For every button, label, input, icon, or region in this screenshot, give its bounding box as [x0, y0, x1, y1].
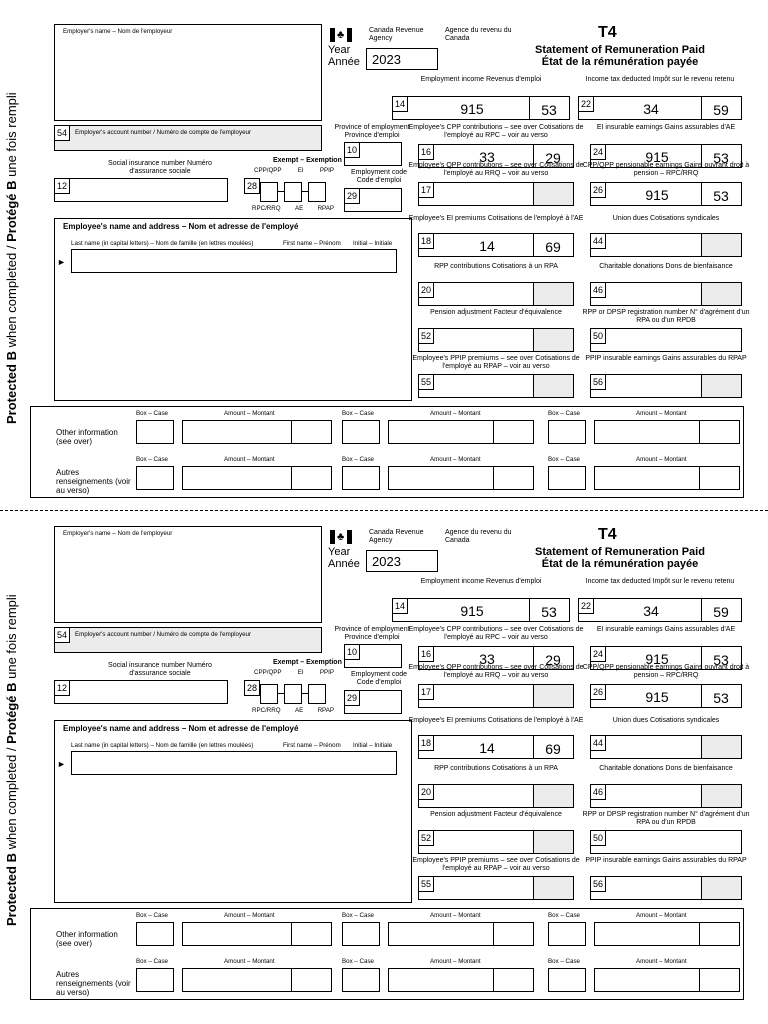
- title-fr: État de la rémunération payée: [541, 56, 699, 68]
- amount-label: Amount – Montant: [636, 410, 687, 417]
- year-value: 2023: [372, 52, 401, 67]
- box-number-18: 18: [418, 735, 434, 751]
- exempt-cols: CPP/QPP EI PPIP: [254, 669, 334, 676]
- box-number-50: 50: [590, 830, 606, 846]
- box-number-16: 16: [418, 144, 434, 160]
- box-number-22: 22: [578, 598, 594, 614]
- exempt-label: Exempt – Exemption: [273, 659, 342, 666]
- agency-fr: Agence du revenu du Canada: [445, 529, 512, 544]
- other-box-code-field[interactable]: [342, 968, 380, 992]
- other-amount-field[interactable]: [594, 466, 740, 490]
- box-52-label: Pension adjustment Facteur d'équivalence: [430, 309, 562, 316]
- box-16-cents: 29: [545, 150, 561, 166]
- box-number-20: 20: [418, 282, 434, 298]
- other-info-label-en: Other information (see over): [56, 428, 118, 446]
- year-label: Year Année: [328, 546, 360, 570]
- other-box-code-field[interactable]: [136, 922, 174, 946]
- box-number-56: 56: [590, 876, 606, 892]
- box-26-label: CPP/QPP pensionable earnings Gains ouvrant droit à pension – RPC/RRQ: [582, 664, 750, 679]
- amount-label: Amount – Montant: [430, 912, 481, 919]
- box-number-52: 52: [418, 830, 434, 846]
- box-case-label: Box – Case: [136, 912, 168, 919]
- form-code: T4: [598, 526, 617, 543]
- box-number-56: 56: [590, 374, 606, 390]
- box-14-field[interactable]: [392, 598, 570, 622]
- province-field[interactable]: [344, 142, 402, 166]
- box-17-cents-cell: [533, 183, 573, 205]
- box-16-cents: 29: [545, 652, 561, 668]
- other-box-code-field[interactable]: [342, 466, 380, 490]
- box-case-label: Box – Case: [342, 410, 374, 417]
- box-number-54: 54: [54, 627, 70, 643]
- other-box-code-field[interactable]: [136, 466, 174, 490]
- amount-label: Amount – Montant: [224, 410, 275, 417]
- box-16-label: Employee's CPP contributions – see over Cotisations de l'employé au RPC – voir au verso: [408, 626, 584, 641]
- box-number-46: 46: [590, 784, 606, 800]
- box-case-label: Box – Case: [342, 958, 374, 965]
- box-number-10: 10: [344, 644, 360, 660]
- other-amount-field[interactable]: [182, 420, 332, 444]
- amount-label: Amount – Montant: [224, 912, 275, 919]
- box-52-cents-cell: [533, 329, 573, 351]
- arrow-icon: ►: [57, 759, 66, 769]
- agency-fr: Agence du revenu du Canada: [445, 27, 512, 42]
- province-field[interactable]: [344, 644, 402, 668]
- sin-field[interactable]: [54, 178, 228, 202]
- box-number-50: 50: [590, 328, 606, 344]
- box-20-field[interactable]: [418, 784, 574, 808]
- last-name-label: Last name (in capital letters) – Nom de famille (en lettres moulées): [71, 742, 254, 749]
- box-number-17: 17: [418, 182, 434, 198]
- box-46-field[interactable]: [590, 282, 742, 306]
- employee-address-box[interactable]: [54, 218, 412, 401]
- box-18-cents: 69: [545, 741, 561, 757]
- box-14-label: Employment income Revenus d'emploi: [420, 76, 542, 83]
- year-field[interactable]: [366, 48, 438, 70]
- box-22-dollars: 34: [643, 101, 659, 117]
- sin-field[interactable]: [54, 680, 228, 704]
- exempt-ei-checkbox[interactable]: [284, 684, 302, 704]
- box-20-cents-cell: [533, 283, 573, 305]
- employer-name-box[interactable]: [54, 526, 322, 623]
- box-number-12: 12: [54, 680, 70, 696]
- box-24-dollars: 915: [645, 149, 669, 165]
- exempt-bottom: RPC/RRQ AE RPAP: [252, 707, 334, 714]
- box-56-label: PPIP insurable earnings Gains assurables du RPAP: [585, 355, 747, 362]
- box-17-cents-cell: [533, 685, 573, 707]
- box-number-44: 44: [590, 233, 606, 249]
- box-24-cents: 53: [713, 150, 729, 166]
- box-14-dollars: 915: [460, 603, 484, 619]
- amount-label: Amount – Montant: [636, 912, 687, 919]
- exempt-ei-checkbox[interactable]: [284, 182, 302, 202]
- box-55-label: Employee's PPIP premiums – see over Cotisations de l'employé au RPAP – voir au verso: [412, 355, 580, 370]
- year-label: Year Année: [328, 44, 360, 68]
- box-number-44: 44: [590, 735, 606, 751]
- employee-name-field[interactable]: [71, 249, 397, 273]
- other-amount-field[interactable]: [388, 420, 534, 444]
- employer-account-label: Employer's account number / Numéro de compte de l'employeur: [75, 631, 252, 638]
- cut-line: [0, 510, 768, 511]
- box-number-20: 20: [418, 784, 434, 800]
- emp-code-field[interactable]: [344, 690, 402, 714]
- other-box-code-field[interactable]: [548, 968, 586, 992]
- title-fr: État de la rémunération payée: [541, 558, 699, 570]
- box-20-field[interactable]: [418, 282, 574, 306]
- box-16-dollars: 33: [479, 651, 495, 667]
- other-info-label-fr: Autres renseignements (voir au verso): [56, 468, 131, 495]
- other-box-code-field[interactable]: [136, 420, 174, 444]
- employer-account-box[interactable]: [54, 125, 322, 151]
- box-26-field[interactable]: [590, 182, 742, 206]
- other-amount-field[interactable]: [594, 968, 740, 992]
- other-amount-field[interactable]: [594, 420, 740, 444]
- amount-label: Amount – Montant: [224, 958, 275, 965]
- box-number-54: 54: [54, 125, 70, 141]
- box-number-12: 12: [54, 178, 70, 194]
- exempt-cols: CPP/QPP EI PPIP: [254, 167, 334, 174]
- box-number-24: 24: [590, 144, 606, 160]
- canada-flag-icon: ♣: [330, 28, 352, 42]
- exempt-cpp-checkbox[interactable]: [260, 182, 278, 202]
- other-amount-field[interactable]: [388, 466, 534, 490]
- other-box-code-field[interactable]: [548, 922, 586, 946]
- box-number-28: 28: [244, 680, 260, 696]
- box-17-field[interactable]: [418, 182, 574, 206]
- protected-b-side-label: Protected B when completed / Protégé B une fois rempli: [4, 594, 19, 926]
- box-14-label: Employment income Revenus d'emploi: [420, 578, 542, 585]
- box-case-label: Box – Case: [548, 912, 580, 919]
- amount-label: Amount – Montant: [224, 456, 275, 463]
- box-number-28: 28: [244, 178, 260, 194]
- box-46-field[interactable]: [590, 784, 742, 808]
- other-amount-field[interactable]: [388, 968, 534, 992]
- box-case-label: Box – Case: [342, 912, 374, 919]
- box-50-label: RPP or DPSP registration number N° d'agrément d'un RPA ou d'un RPDB: [582, 309, 750, 324]
- box-14-field[interactable]: [392, 96, 570, 120]
- box-16-dollars: 33: [479, 149, 495, 165]
- box-case-label: Box – Case: [136, 410, 168, 417]
- canada-flag-icon: ♣: [330, 530, 352, 544]
- other-amount-field[interactable]: [182, 466, 332, 490]
- box-number-18: 18: [418, 233, 434, 249]
- other-amount-field[interactable]: [388, 922, 534, 946]
- box-number-52: 52: [418, 328, 434, 344]
- other-box-code-field[interactable]: [136, 968, 174, 992]
- box-case-label: Box – Case: [136, 456, 168, 463]
- box-56-cents-cell: [701, 877, 741, 899]
- box-50-label: RPP or DPSP registration number N° d'agrément d'un RPA ou d'un RPDB: [582, 811, 750, 826]
- sin-label: Social insurance number Numéro d'assurance sociale: [108, 662, 212, 677]
- amount-label: Amount – Montant: [430, 410, 481, 417]
- box-number-26: 26: [590, 182, 606, 198]
- box-20-cents-cell: [533, 785, 573, 807]
- other-info-label-en: Other information (see over): [56, 930, 118, 948]
- province-label: Province of employment Province d'emploi: [334, 124, 410, 139]
- box-number-22: 22: [578, 96, 594, 112]
- other-info-label-fr: Autres renseignements (voir au verso): [56, 970, 131, 997]
- amount-label: Amount – Montant: [636, 958, 687, 965]
- amount-label: Amount – Montant: [636, 456, 687, 463]
- box-14-cents: 53: [541, 102, 557, 118]
- box-56-field[interactable]: [590, 374, 742, 398]
- initial-label: Initial – Initiale: [353, 742, 393, 749]
- amount-label: Amount – Montant: [430, 958, 481, 965]
- box-46-cents-cell: [701, 785, 741, 807]
- box-number-55: 55: [418, 374, 434, 390]
- box-50-field[interactable]: [590, 830, 742, 854]
- box-46-label: Charitable donations Dons de bienfaisance: [599, 263, 733, 270]
- box-number-17: 17: [418, 684, 434, 700]
- initial-label: Initial – Initiale: [353, 240, 393, 247]
- box-26-field[interactable]: [590, 684, 742, 708]
- other-box-code-field[interactable]: [342, 922, 380, 946]
- box-case-label: Box – Case: [548, 410, 580, 417]
- box-22-label: Income tax deducted Impôt sur le revenu retenu: [585, 578, 735, 585]
- box-case-label: Box – Case: [548, 456, 580, 463]
- box-22-dollars: 34: [643, 603, 659, 619]
- box-number-46: 46: [590, 282, 606, 298]
- first-name-label: First name – Prénom: [283, 742, 341, 749]
- box-56-field[interactable]: [590, 876, 742, 900]
- box-17-field[interactable]: [418, 684, 574, 708]
- box-55-field[interactable]: [418, 374, 574, 398]
- employee-name-field[interactable]: [71, 751, 397, 775]
- box-number-24: 24: [590, 646, 606, 662]
- first-name-label: First name – Prénom: [283, 240, 341, 247]
- box-18-dollars: 14: [479, 740, 495, 756]
- box-18-cents: 69: [545, 239, 561, 255]
- slip-2: [0, 516, 768, 1016]
- exempt-cpp-checkbox[interactable]: [260, 684, 278, 704]
- box-44-label: Union dues Cotisations syndicales: [612, 717, 720, 724]
- box-44-cents-cell: [701, 736, 741, 758]
- box-52-cents-cell: [533, 831, 573, 853]
- employer-account-box[interactable]: [54, 627, 322, 653]
- box-26-cents: 53: [713, 188, 729, 204]
- employee-label: Employee's name and address – Nom et adresse de l'employé: [63, 724, 299, 733]
- box-52-field[interactable]: [418, 830, 574, 854]
- box-17-label: Employee's QPP contributions – see over Cotisations de l'employé au RRQ – voir au verso: [408, 664, 584, 679]
- exempt-bottom: RPC/RRQ AE RPAP: [252, 205, 334, 212]
- box-18-dollars: 14: [479, 238, 495, 254]
- box-case-label: Box – Case: [136, 958, 168, 965]
- box-55-field[interactable]: [418, 876, 574, 900]
- box-44-field[interactable]: [590, 233, 742, 257]
- agency-en: Canada Revenue Agency: [369, 27, 424, 42]
- box-56-cents-cell: [701, 375, 741, 397]
- province-label: Province of employment Province d'emploi: [334, 626, 410, 641]
- box-55-cents-cell: [533, 375, 573, 397]
- other-amount-field[interactable]: [182, 922, 332, 946]
- box-26-dollars: 915: [645, 187, 669, 203]
- other-amount-field[interactable]: [594, 922, 740, 946]
- box-56-label: PPIP insurable earnings Gains assurables du RPAP: [585, 857, 747, 864]
- box-46-label: Charitable donations Dons de bienfaisance: [599, 765, 733, 772]
- box-number-26: 26: [590, 684, 606, 700]
- box-case-label: Box – Case: [342, 456, 374, 463]
- box-number-14: 14: [392, 598, 408, 614]
- slip-1: [0, 14, 768, 514]
- emp-code-label: Employment code Code d'emploi: [350, 169, 408, 184]
- year-field[interactable]: [366, 550, 438, 572]
- box-26-cents: 53: [713, 690, 729, 706]
- box-24-cents: 53: [713, 652, 729, 668]
- box-16-label: Employee's CPP contributions – see over Cotisations de l'employé au RPC – voir au verso: [408, 124, 584, 139]
- amount-label: Amount – Montant: [430, 456, 481, 463]
- box-number-29: 29: [344, 690, 360, 706]
- box-number-10: 10: [344, 142, 360, 158]
- year-value: 2023: [372, 554, 401, 569]
- box-55-label: Employee's PPIP premiums – see over Cotisations de l'employé au RPAP – voir au verso: [412, 857, 580, 872]
- box-17-label: Employee's QPP contributions – see over Cotisations de l'employé au RRQ – voir au verso: [408, 162, 584, 177]
- box-50-cents-cell: [701, 329, 741, 351]
- arrow-icon: ►: [57, 257, 66, 267]
- employee-label: Employee's name and address – Nom et adresse de l'employé: [63, 222, 299, 231]
- exempt-label: Exempt – Exemption: [273, 157, 342, 164]
- form-code: T4: [598, 24, 617, 41]
- box-44-cents-cell: [701, 234, 741, 256]
- employer-name-box[interactable]: [54, 24, 322, 121]
- box-50-cents-cell: [701, 831, 741, 853]
- box-18-label: Employee's EI premiums Cotisations de l'employé à l'AE: [408, 215, 584, 222]
- box-18-field[interactable]: [418, 735, 574, 759]
- box-number-14: 14: [392, 96, 408, 112]
- box-44-label: Union dues Cotisations syndicales: [612, 215, 720, 222]
- box-14-cents: 53: [541, 604, 557, 620]
- box-26-label: CPP/QPP pensionable earnings Gains ouvrant droit à pension – RPC/RRQ: [582, 162, 750, 177]
- exempt-ppip-checkbox[interactable]: [308, 684, 326, 704]
- box-50-field[interactable]: [590, 328, 742, 352]
- box-number-29: 29: [344, 188, 360, 204]
- box-22-field[interactable]: [578, 598, 742, 622]
- box-18-label: Employee's EI premiums Cotisations de l'employé à l'AE: [408, 717, 584, 724]
- employer-name-label: Employer's name – Nom de l'employeur: [63, 28, 173, 35]
- employee-address-box[interactable]: [54, 720, 412, 903]
- box-number-55: 55: [418, 876, 434, 892]
- exempt-ppip-checkbox[interactable]: [308, 182, 326, 202]
- box-20-label: RPP contributions Cotisations à un RPA: [434, 765, 558, 772]
- box-24-dollars: 915: [645, 651, 669, 667]
- box-22-cents: 59: [713, 604, 729, 620]
- employer-account-label: Employer's account number / Numéro de compte de l'employeur: [75, 129, 252, 136]
- sin-label: Social insurance number Numéro d'assurance sociale: [108, 160, 212, 175]
- title-en: Statement of Remuneration Paid: [535, 546, 705, 558]
- box-44-field[interactable]: [590, 735, 742, 759]
- other-box-code-field[interactable]: [342, 420, 380, 444]
- box-24-label: EI insurable earnings Gains assurables d'AE: [596, 626, 736, 633]
- box-52-field[interactable]: [418, 328, 574, 352]
- box-22-field[interactable]: [578, 96, 742, 120]
- title-en: Statement of Remuneration Paid: [535, 44, 705, 56]
- box-24-label: EI insurable earnings Gains assurables d'AE: [596, 124, 736, 131]
- box-55-cents-cell: [533, 877, 573, 899]
- protected-b-side-label: Protected B when completed / Protégé B une fois rempli: [4, 92, 19, 424]
- box-52-label: Pension adjustment Facteur d'équivalence: [430, 811, 562, 818]
- box-number-16: 16: [418, 646, 434, 662]
- box-22-cents: 59: [713, 102, 729, 118]
- other-box-code-field[interactable]: [548, 420, 586, 444]
- box-46-cents-cell: [701, 283, 741, 305]
- emp-code-field[interactable]: [344, 188, 402, 212]
- box-20-label: RPP contributions Cotisations à un RPA: [434, 263, 558, 270]
- emp-code-label: Employment code Code d'emploi: [350, 671, 408, 686]
- box-14-dollars: 915: [460, 101, 484, 117]
- employer-name-label: Employer's name – Nom de l'employeur: [63, 530, 173, 537]
- other-box-code-field[interactable]: [548, 466, 586, 490]
- box-18-field[interactable]: [418, 233, 574, 257]
- box-22-label: Income tax deducted Impôt sur le revenu retenu: [585, 76, 735, 83]
- box-26-dollars: 915: [645, 689, 669, 705]
- last-name-label: Last name (in capital letters) – Nom de famille (en lettres moulées): [71, 240, 254, 247]
- box-case-label: Box – Case: [548, 958, 580, 965]
- agency-en: Canada Revenue Agency: [369, 529, 424, 544]
- other-amount-field[interactable]: [182, 968, 332, 992]
